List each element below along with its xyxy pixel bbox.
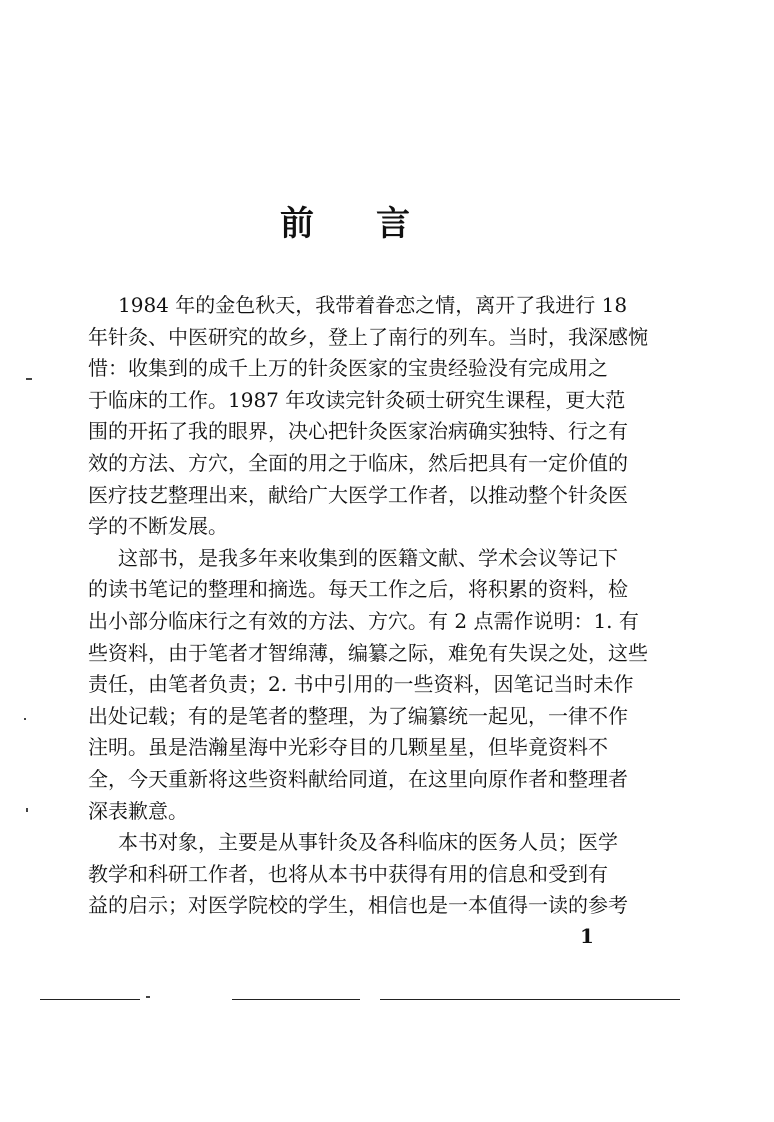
text-line: 注明。虽是浩瀚星海中光彩夺目的几颗星星，但毕竟资料不 <box>88 735 608 760</box>
text-line: 的读书笔记的整理和摘选。每天工作之后，将积累的资料，检 <box>88 577 628 602</box>
text-line: 益的启示；对医学院校的学生，相信也是一本值得一读的参考 <box>88 893 628 918</box>
text-line: 惜：收集到的成千上万的针灸医家的宝贵经验没有完成用之 <box>88 356 608 381</box>
scan-speck <box>146 996 150 998</box>
text-line: 教学和科研工作者，也将从本书中获得有用的信息和受到有 <box>88 861 608 886</box>
text-line: 年针灸、中医研究的故乡，登上了南行的列车。当时，我深感惋 <box>88 324 648 349</box>
text-line: 责任，由笔者负责；2. 书中引用的一些资料，因笔记当时未作 <box>88 672 634 697</box>
text-line: 出小部分临床行之有效的方法、方穴。有 2 点需作说明：1. 有 <box>88 609 639 633</box>
text-line: 效的方法、方穴，全面的用之于临床，然后把具有一定价值的 <box>88 451 628 475</box>
text-line: 本书对象，主要是从事针灸及各科临床的医务人员；医学 <box>118 830 618 855</box>
text-line: 这部书，是我多年来收集到的医籍文献、学术会议等记下 <box>118 545 618 570</box>
bottom-rule <box>40 999 140 1000</box>
title-char-1: 前 <box>280 204 314 244</box>
title-char-2: 言 <box>376 204 410 244</box>
scan-speck <box>24 718 26 720</box>
text-line: 1984 年的金色秋天，我带着眷恋之情，离开了我进行 18 <box>118 293 628 317</box>
bottom-rule <box>380 999 680 1000</box>
page-number: 1 <box>580 924 594 948</box>
text-line: 于临床的工作。1987 年攻读完针灸硕士研究生课程，更大范 <box>88 387 626 412</box>
scan-speck <box>26 378 32 380</box>
text-line: 围的开拓了我的眼界，决心把针灸医家治病确实独特、行之有 <box>88 419 628 444</box>
text-line: 全，今天重新将这些资料献给同道，在这里向原作者和整理者 <box>88 767 628 791</box>
page-title <box>280 196 410 245</box>
text-line: 深表歉意。 <box>88 798 188 823</box>
text-line: 出处记载；有的是笔者的整理，为了编纂统一起见，一律不作 <box>88 703 628 728</box>
text-line: 医疗技艺整理出来，献给广大医学工作者，以推动整个针灸医 <box>88 482 628 507</box>
bottom-rule <box>232 999 360 1000</box>
scan-speck <box>26 808 28 812</box>
text-line: 学的不断发展。 <box>88 514 228 539</box>
text-line: 些资料，由于笔者才智绵薄，编纂之际，难免有失误之处，这些 <box>88 640 648 665</box>
